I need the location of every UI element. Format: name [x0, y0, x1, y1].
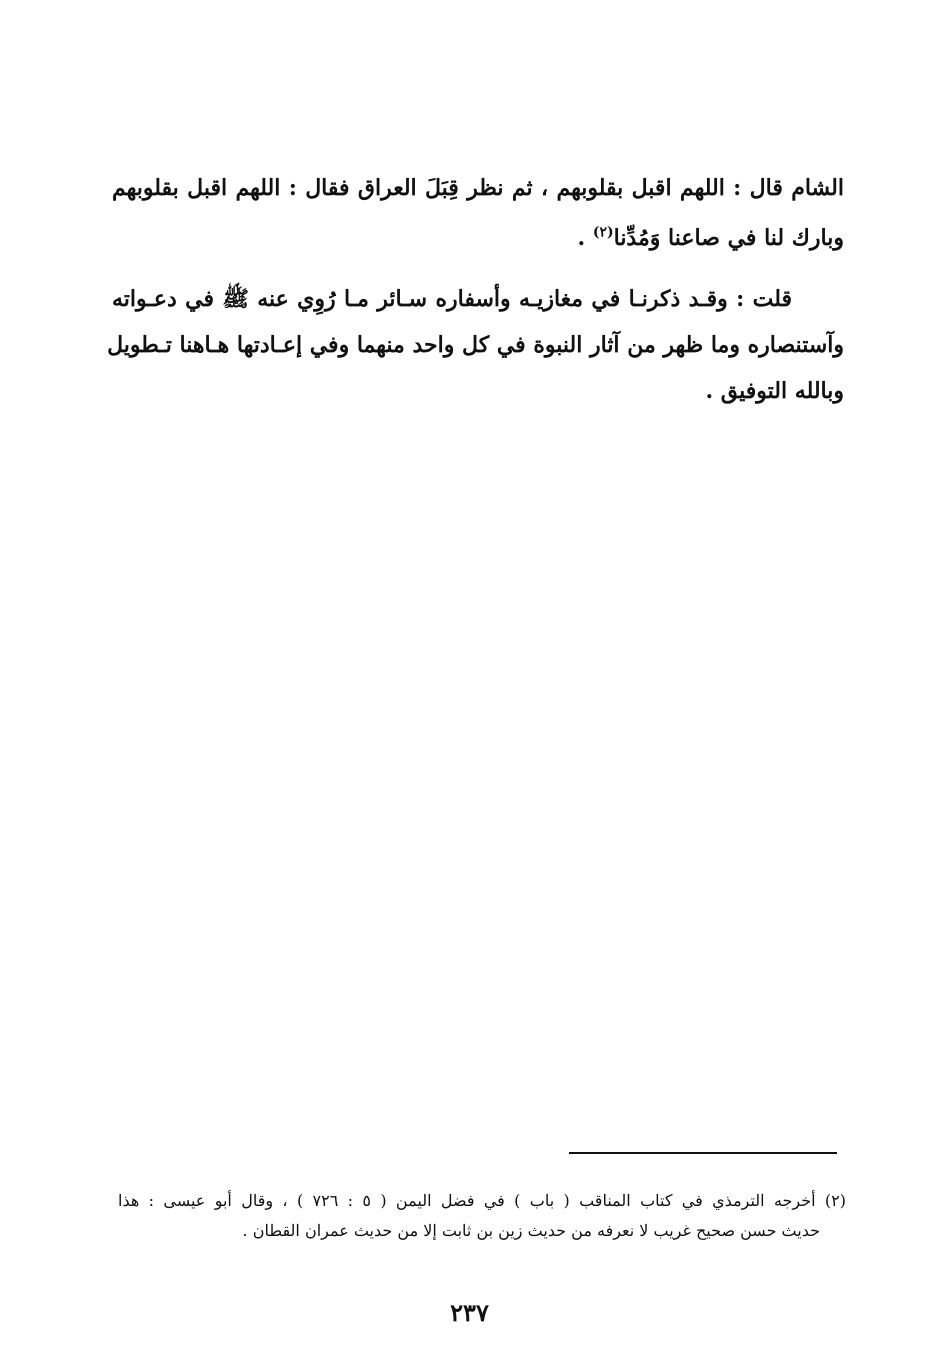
paragraph-1-line-1: الشام قال : اللهم اقبل بقلوبهم ، ثم نظر قِبَلَ العراق فقال : اللهم اقبل بقلوبهم	[112, 175, 844, 201]
paragraph-2-line-2: وآستنصاره وما ظهر من آثار النبوة في كل واحد منهما وفي إعـادتها هـاهنا تـطويل	[107, 332, 844, 358]
page-number: ٢٣٧	[450, 1298, 489, 1327]
footnote-separator	[569, 1152, 837, 1154]
footnote-line-1: (٢) أخرجه الترمذي في كتاب المناقب ( باب ) في فضل اليمن ( ٥ : ٧٢٦ ) ، وقال أبو عيسى : هذا	[118, 1191, 847, 1210]
footnote-reference: (٢)	[592, 224, 614, 241]
paragraph-1-line-2-text: وبارك لنا في صاعنا وَمُدِّنا	[613, 225, 844, 251]
footnote-line-2: حديث حسن صحيح غريب لا نعرفه من حديث زين بن ثابت إلا من حديث عمران القطان .	[242, 1221, 820, 1240]
paragraph-1-line-2	[400, 223, 844, 253]
paragraph-2-line-3: وبالله التوفيق .	[705, 378, 844, 404]
paragraph-1-line-2-end: .	[577, 225, 593, 251]
paragraph-2-line-1: قلت : وقـد ذكرنـا في مغازيـه وأسفاره سـائر مـا رُوِي عنه ﷺ في دعـواته	[112, 286, 793, 312]
